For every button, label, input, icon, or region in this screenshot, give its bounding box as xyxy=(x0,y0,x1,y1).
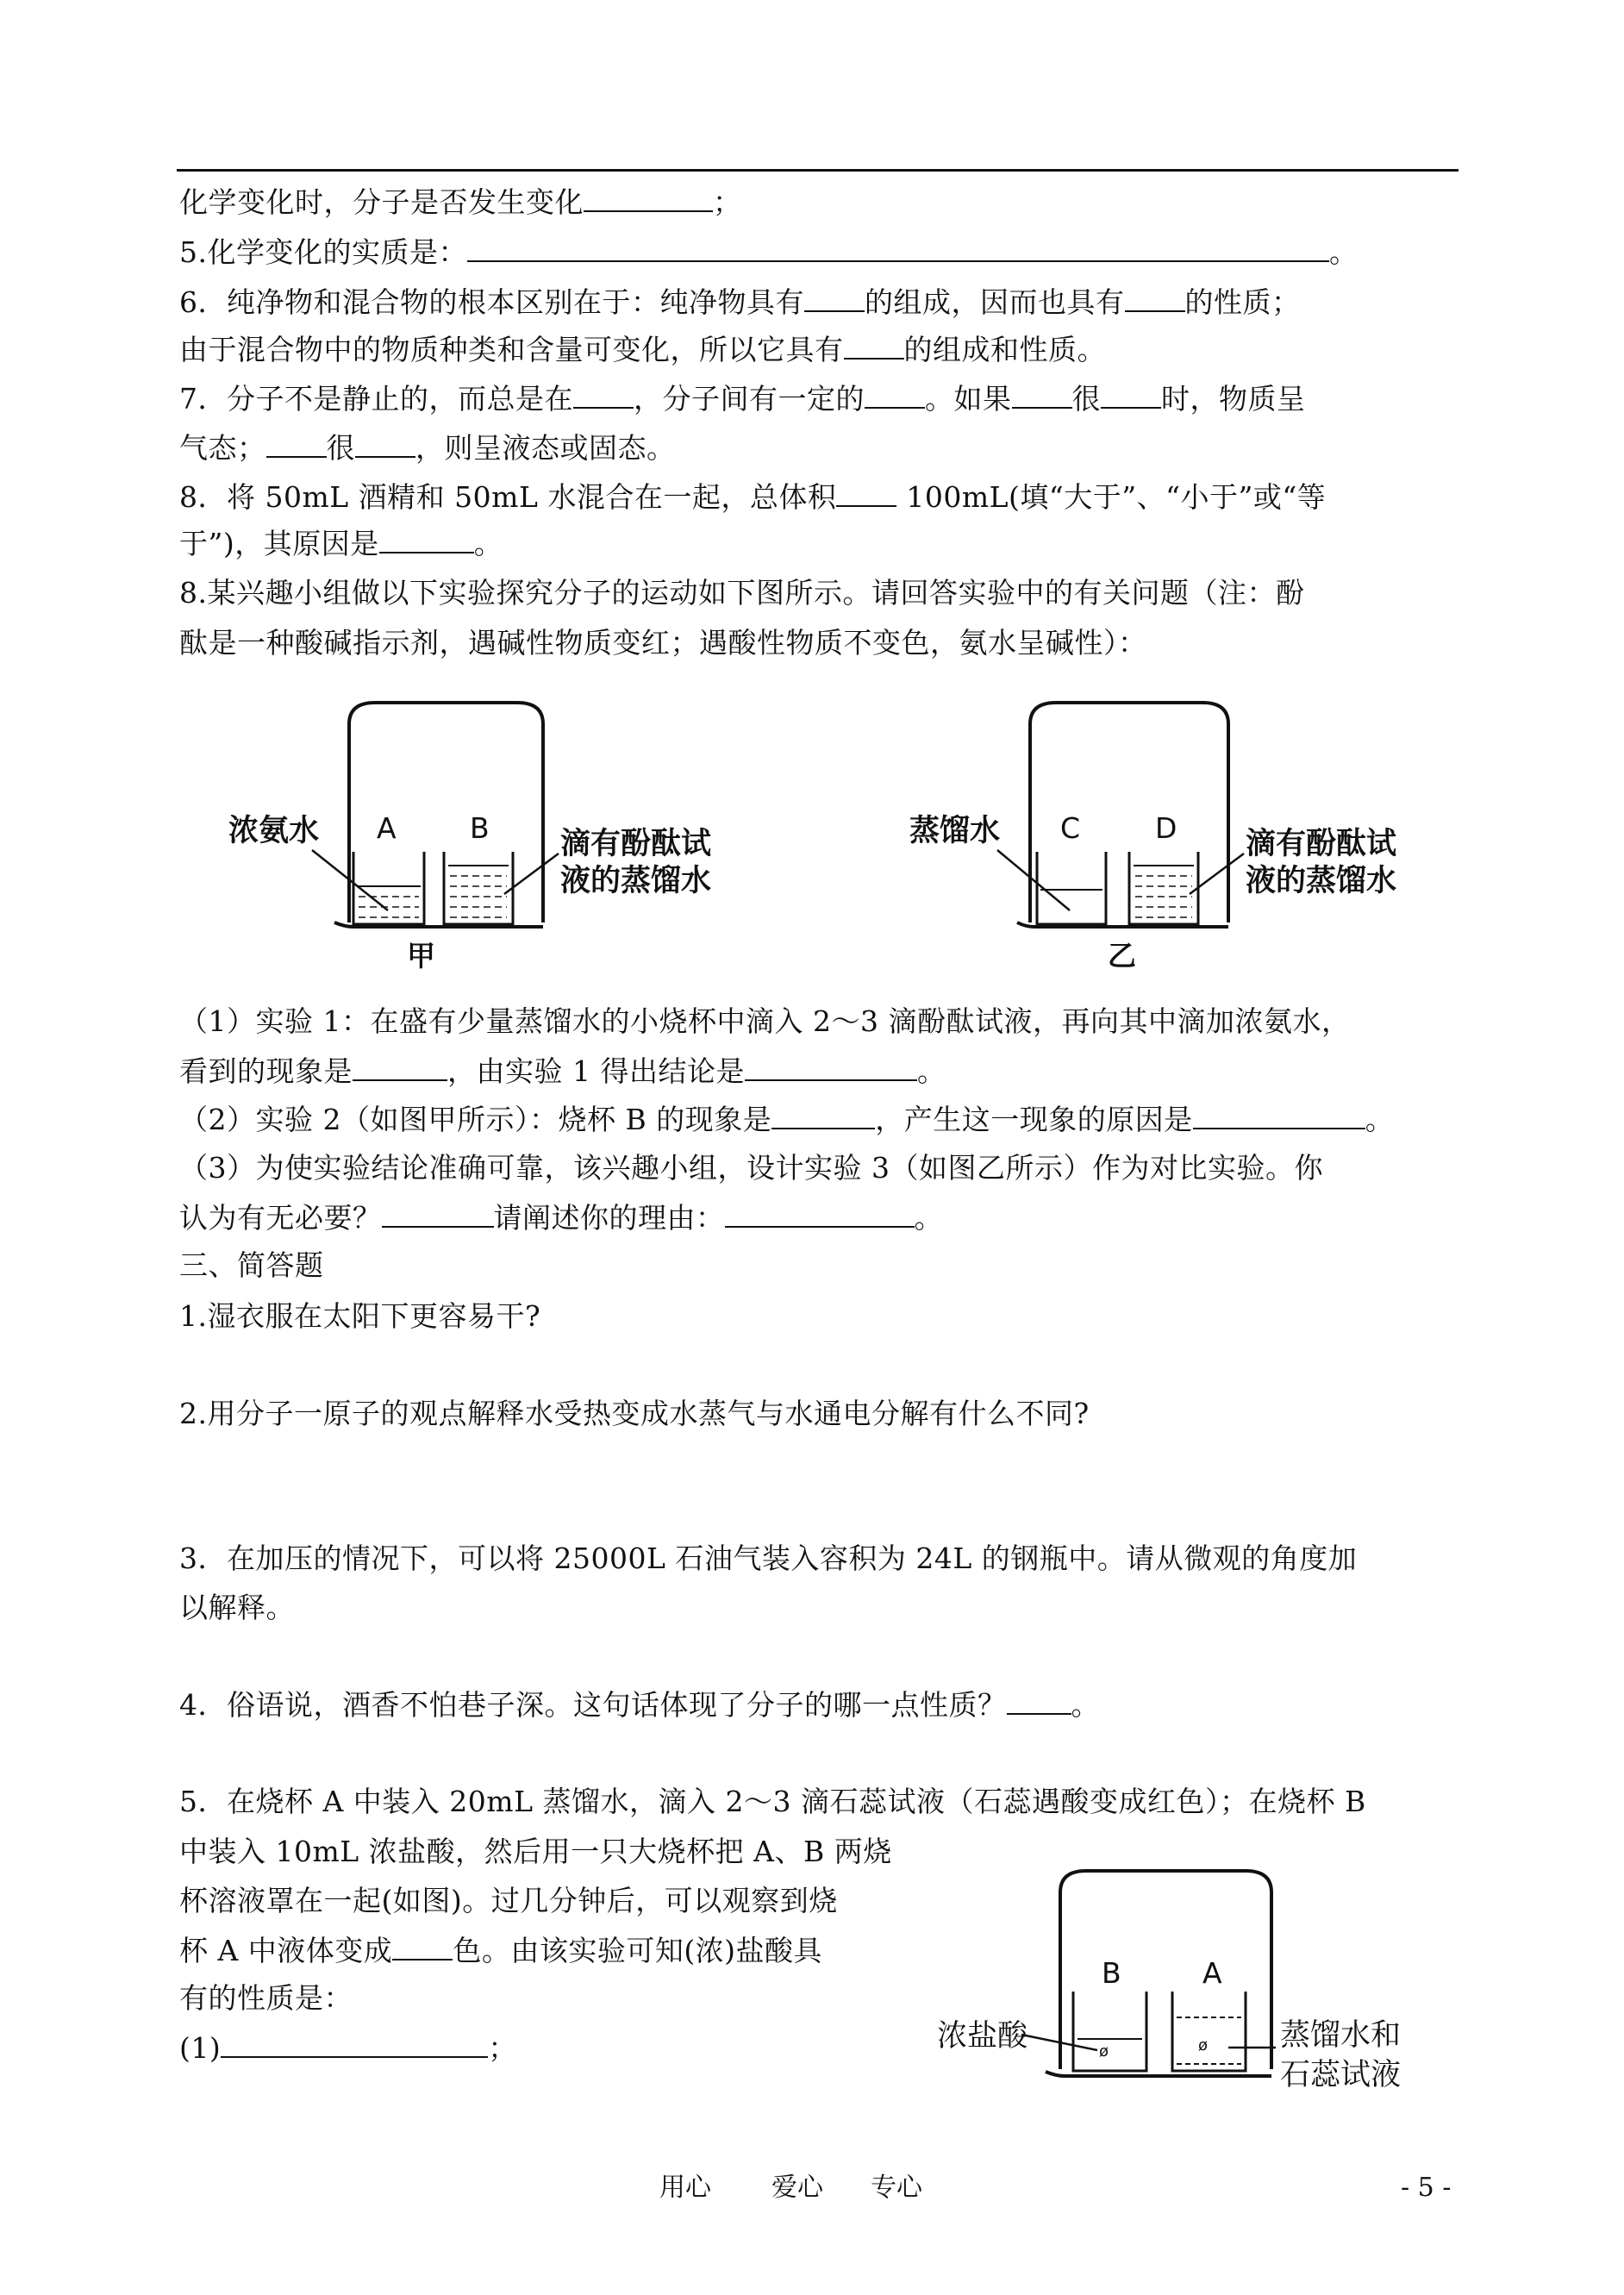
beaker-d xyxy=(1129,852,1198,924)
line-11: （1）实验 1：在盛有少量蒸馏水的小烧杯中滴入 2～3 滴酚酞试液，再向其中滴加浓氨水， xyxy=(179,1004,1351,1038)
line-15: 认为有无必要？ 请阐述你的理由： 。 xyxy=(179,1201,943,1235)
line-26: 有的性质是： xyxy=(179,1981,353,2015)
label-b: B xyxy=(1102,1956,1121,1990)
label-a: A xyxy=(377,811,397,845)
figure-yi xyxy=(901,690,1435,974)
line-3: 6．纯净物和混合物的根本区别在于：纯净物具有 的组成，因而也具有 的性质； xyxy=(179,285,1301,319)
line-24: 杯溶液罩在一起(如图)。过几分钟后，可以观察到烧 xyxy=(179,1884,838,1917)
line-18: 2.用分子一原子的观点解释水受热变成水蒸气与水通电分解有什么不同? xyxy=(179,1397,1090,1430)
label-c: C xyxy=(1060,811,1081,845)
label-conc-hcl: 浓盐酸 xyxy=(937,2019,1028,2054)
line-5: 7．分子不是静止的，而总是在 ，分子间有一定的 。如果 很 时，物质呈 xyxy=(179,382,1306,416)
line-12: 看到的现象是 ，由实验 1 得出结论是 。 xyxy=(179,1054,946,1088)
label-concentrated-ammonia: 浓氨水 xyxy=(228,814,320,848)
footer-motto-3: 专心 xyxy=(871,2173,922,2203)
line-1: 化学变化时，分子是否发生变化 ； xyxy=(179,185,742,219)
label-a: A xyxy=(1202,1956,1222,1990)
label-phenolphthalein-1: 滴有酚酞试 xyxy=(1246,827,1397,861)
label-phenolphthalein-2: 液的蒸馏水 xyxy=(1246,864,1397,898)
beaker-a xyxy=(353,852,424,924)
footer-motto-1: 用心 xyxy=(659,2173,711,2203)
line-10: 酞是一种酸碱指示剂，遇碱性物质变红；遇酸性物质不变色，氨水呈碱性）： xyxy=(179,626,1147,660)
label-phenolphthalein-1: 滴有酚酞试 xyxy=(560,827,712,861)
figure-hydrochloric xyxy=(935,1854,1452,2112)
line-2: 5.化学变化的实质是： 。 xyxy=(179,235,1359,269)
caption-jia: 甲 xyxy=(407,939,435,972)
line-6: 气态； 很 ，则呈液态或固态。 xyxy=(179,431,676,465)
line-22: 5．在烧杯 A 中装入 20mL 蒸馏水，滴入 2～3 滴石蕊试液（石蕊遇酸变成红色）；在烧杯 B xyxy=(179,1785,1366,1818)
label-distilled-water: 蒸馏水 xyxy=(909,814,1001,848)
section-heading: 三、简答题 xyxy=(179,1248,324,1282)
line-7: 8．将 50mL 酒精和 50mL 水混合在一起，总体积 100mL(填“大于”、“小于”或“等 xyxy=(179,480,1327,514)
line-13: （2）实验 2（如图甲所示）：烧杯 B 的现象是 ，产生这一现象的原因是 。 xyxy=(179,1103,1395,1136)
label-phenolphthalein-2: 液的蒸馏水 xyxy=(560,864,712,898)
footer-motto-2: 爱心 xyxy=(771,2173,823,2203)
line-19: 3．在加压的情况下，可以将 25000L 石油气装入容积为 24L 的钢瓶中。请从微观的角度加 xyxy=(179,1541,1358,1575)
label-water-litmus-2: 石蕊试液 xyxy=(1280,2058,1402,2092)
caption-yi: 乙 xyxy=(1108,939,1136,972)
figure-jia xyxy=(215,690,784,974)
header-rule xyxy=(177,169,1458,172)
beaker-b xyxy=(444,852,513,924)
droplet-mark: ø xyxy=(1099,2042,1109,2060)
line-17: 1.湿衣服在太阳下更容易干? xyxy=(179,1299,541,1333)
line-20: 以解释。 xyxy=(179,1591,295,1624)
beaker-c xyxy=(1037,852,1106,924)
beaker-a-litmus xyxy=(1172,1992,1246,2071)
line-8: 于”)，其原因是 。 xyxy=(179,527,503,560)
line-25: 杯 A 中液体变成 色。由该实验可知(浓)盐酸具 xyxy=(179,1934,823,1967)
line-23: 中装入 10mL 浓盐酸，然后用一只大烧杯把 A、B 两烧 xyxy=(179,1835,892,1868)
page-number: - 5 - xyxy=(1401,2173,1452,2203)
line-27: (1) ； xyxy=(179,2031,517,2065)
beaker-b-hcl xyxy=(1073,1992,1146,2071)
line-9: 8.某兴趣小组做以下实验探究分子的运动如下图所示。请回答实验中的有关问题（注：酚 xyxy=(179,576,1305,610)
droplet-mark: ø xyxy=(1198,2036,1209,2054)
label-d: D xyxy=(1155,811,1177,845)
label-b: B xyxy=(470,811,490,845)
line-14: （3）为使实验结论准确可靠，该兴趣小组，设计实验 3（如图乙所示）作为对比实验。你 xyxy=(179,1151,1323,1185)
label-water-litmus-1: 蒸馏水和 xyxy=(1280,2018,1402,2053)
line-4: 由于混合物中的物质种类和含量可变化，所以它具有 的组成和性质。 xyxy=(179,333,1106,366)
line-21: 4．俗语说，酒香不怕巷子深。这句话体现了分子的哪一点性质？ 。 xyxy=(179,1688,1100,1722)
